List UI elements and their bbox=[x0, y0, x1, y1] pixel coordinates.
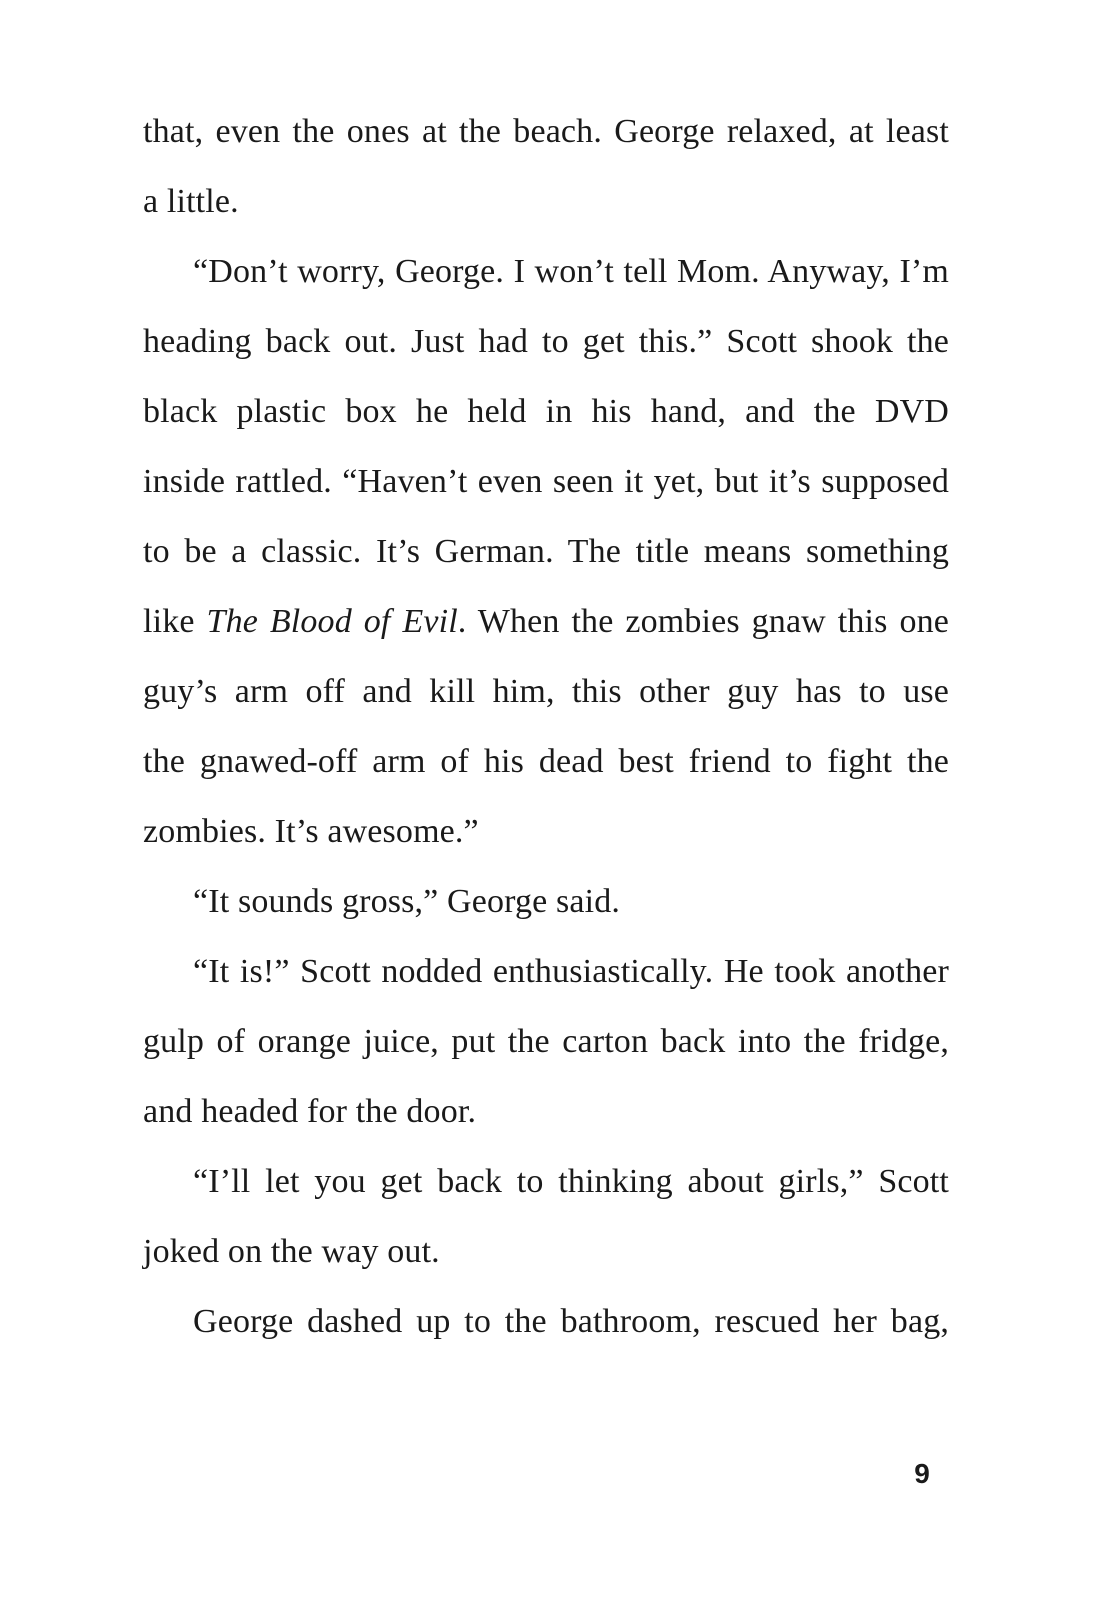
text-line-15: and headed for the door. bbox=[143, 1093, 477, 1130]
text-line-13: “It is!” Scott nodded enthusiastically. He took another bbox=[193, 953, 949, 990]
text-line-4: heading back out. Just had to get this.” Scott shook the bbox=[143, 323, 949, 360]
text-line-5: black plastic box he held in his hand, and the DVD bbox=[143, 393, 949, 430]
text-line-10: the gnawed-off arm of his dead best friend to fight the bbox=[143, 743, 949, 780]
text-line-2: a little. bbox=[143, 183, 239, 220]
text-line-18: George dashed up to the bathroom, rescued her bag, bbox=[193, 1303, 949, 1340]
text-line-6: inside rattled. “Haven’t even seen it yet, but it’s supposed bbox=[143, 463, 949, 500]
text-line-3: “Don’t worry, George. I won’t tell Mom. Anyway, I’m bbox=[193, 253, 949, 290]
text-line-1: that, even the ones at the beach. George relaxed, at least bbox=[143, 113, 949, 150]
text-line-14: gulp of orange juice, put the carton back into the fridge, bbox=[143, 1023, 949, 1060]
text-line-17: joked on the way out. bbox=[143, 1233, 440, 1270]
text-line-8-end: . When the zombies gnaw this one bbox=[457, 603, 949, 640]
body-text bbox=[143, 97, 949, 1357]
page-number: 9 bbox=[914, 1458, 930, 1489]
text-line-11: zombies. It’s awesome.” bbox=[143, 813, 479, 850]
text-line-8-start: like bbox=[143, 603, 207, 640]
text-line-16: “I’ll let you get back to thinking about girls,” Scott bbox=[193, 1163, 949, 1200]
movie-title: The Blood of Evil bbox=[206, 603, 458, 640]
text-line-8 bbox=[143, 587, 949, 657]
text-line-12: “It sounds gross,” George said. bbox=[193, 883, 621, 920]
text-line-9: guy’s arm off and kill him, this other guy has to use bbox=[143, 673, 949, 710]
text-line-7: to be a classic. It’s German. The title means something bbox=[143, 533, 949, 570]
